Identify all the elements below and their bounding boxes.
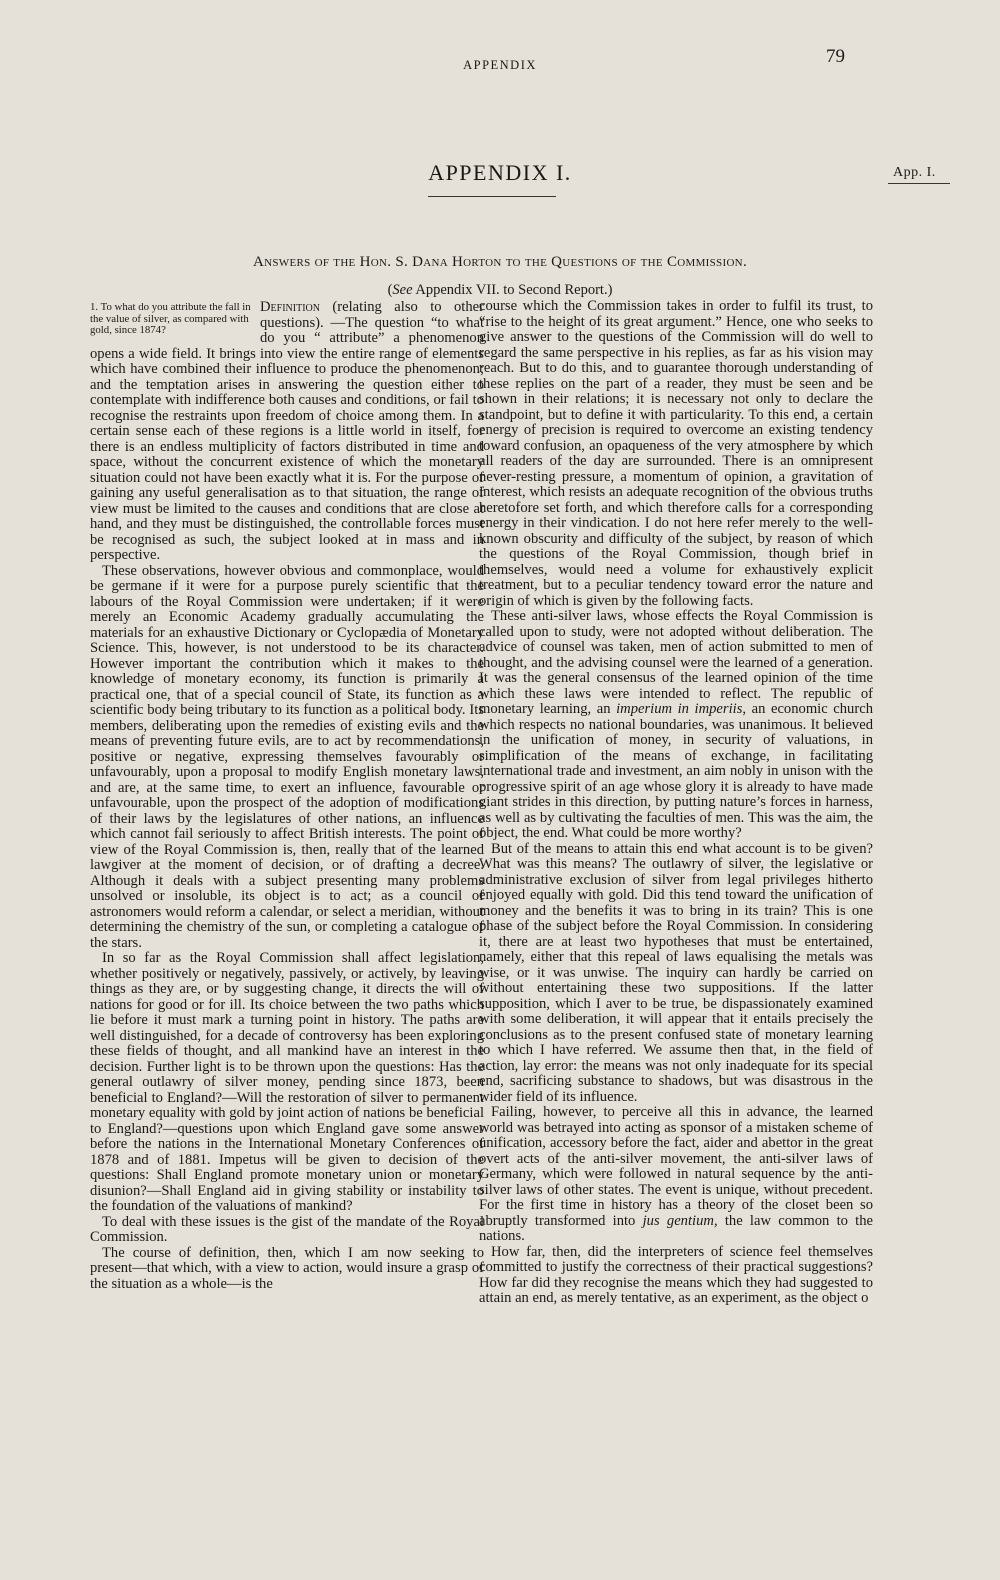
heading-author-name: Dana Horton [412, 254, 502, 270]
appendix-title: APPENDIX I. [428, 160, 572, 185]
paragraph: To deal with these issues is the gist of the mandate of the Royal Commission. [90, 1213, 484, 1245]
paragraph: These observations, however obvious and commonplace, would be germane if it were for a purpose purely scientific that the labours of the Royal Commission were undertaken; if it were merely an Economic Academy gradually accumulating the materials for an exhaustive Dictionary or Cyclopædia of Monetary Science. This, however, is not understood to be its character. However important the contribution which it makes to the knowledge of monetary economy, its function is primarily a practical one, that of a special council of State, its function as a scientific body being tributary to its function as a political body. Its members, deliberating upon the remedies of existing evils and the means of preventing future evils, are to act by recommendations, positive or negative, expressing themselves favourably or unfavourably, upon a proposal to modify English monetary laws, and are, at the same time, to exert an influence, favourable or unfavourable, upon the prospect of the adoption of modifications of their laws by the legislatures of other nations, an influence which cannot fail seriously to affect British interests. The point of view of the Royal Commission is, then, really that of the learned lawgiver at the moment of decision, or of drafting a decree. Although it deals with a subject presenting many problems unsolved or insoluble, its object is to act; as a council of astronomers would reform a calendar, or select a meridian, without determining the chemistry of the sun, or completing a catalogue of the stars. [90, 562, 484, 951]
paragraph: How far, then, did the interpreters of science feel themselves committed to justify the correctness of their practical suggestions? How far did they recognise the means which they had suggested to attain an end, as merely tentative, as an experiment, as the object o [479, 1243, 873, 1306]
right-column [479, 299, 873, 1307]
title-rule [428, 196, 556, 197]
paragraph [479, 1105, 873, 1245]
heading-text: Answers of the Hon. S. [252, 254, 413, 270]
paragraph: In so far as the Royal Commission shall affect legislation, whether positively or negatively, passively, or actively, by leaving things as they are, or by suggesting change, it directs the will of nations for good or for ill. Its choice between the two paths which lie before it must mark a turning point in history. The paths are well distinguished, for a decade of controversy has been exploring these fields of thought, and all mankind have an interest in the decision. Further light is to be thrown upon the questions: Has the general outlawry of silver money, pending since 1873, been beneficial to England?—Will the restoration of silver to permanent monetary equality with gold by joint action of nations be beneficial to England?—questions upon which England gave some answer before the nations in the International Monetary Conferences of 1878 and of 1881. Impetus will be given to decision of the questions: Shall England promote monetary union or monetary disunion?—Shall England aid in giving stability or instability to the foundation of the valuations of mankind? [90, 950, 484, 1214]
heading-text: to the [501, 254, 552, 270]
italic-phrase: imperium in imperiis [616, 701, 743, 717]
side-label-rule [888, 183, 950, 184]
heading-text: Questions [551, 254, 618, 270]
margin-note: 1. To what do you attribute the fall in the value of silver, as compared with gold, since 1874? [90, 301, 251, 336]
left-column [90, 300, 484, 1292]
paragraph-text: , an economic church which respects no national boundaries, was unanimous. It believed in the unification of money, in security of valuations, in simplification of the means of exchange, in facilitating international trade and investment, an aim nobly in unison with the progressive spirit of an age whose glory it is already to have made giant strides in this direction, by putting nature’s forces in harness, as well as by cultivating the faculties of men. This was the aim, the object, the end. What could be more worthy? [479, 701, 873, 841]
subheading-text: See [392, 282, 413, 298]
running-head: APPENDIX [463, 58, 537, 72]
paragraph: The course of definition, then, which I am now seeking to present—that which, with a view to action, would insure a grasp of the situation as a whole—is the [90, 1244, 484, 1292]
paragraph-text: Failing, however, to perceive all this in advance, the learned world was betrayed into acting as sponsor of a mistaken scheme of unification, accessory before the fact, aider and abettor in the great overt acts of the anti-silver movement, the anti-silver laws of Germany, which were followed in natural sequence by the anti-silver laws of other states. The event is unique, without precedent. For the first time in history has a theory of the closet been so abruptly transformed into [479, 1104, 873, 1229]
paragraph-text: (relating also to other questions). —The question “to what do you “ attribute” a phenomenon opens a wide field. It brings into view the entire range of elements which have combined their influence to produce the phenomenon; and the temptation arises in answering the question either to contemplate with indifference both causes and conditions, or fail to recognise the restraints upon freedom of choice among them. In a certain sense each of these regions is a little world in itself, for there is an endless multiplicity of factors distributed in time and space, without the concurrent existence of which the monetary situation could not have been exactly what it is. For the purpose of gaining any useful generalisation as to that situation, the range of view must be limited to the causes and conditions that are close at hand, and they must be distinguished, the controllable forces must be recognised as such, the subject looked at in mass and in perspective. [90, 299, 484, 563]
heading-text: of the [617, 254, 667, 270]
paragraph: But of the means to attain this end what account is to be given? What was this means? The outlawry of silver, the legislative or administrative exclusion of silver from legal privileges hitherto enjoyed equally with gold. Did this tend toward the unification of money and the benefits it was to bring in its train? This is one phase of the subject before the Royal Commission. In considering it, there are at least two hypotheses that must be entertained, namely, either that this repeal of laws equalising the metals was wise, or it was unwise. The inquiry can hardly be carried on without entertaining these two suppositions. If the latter supposition, which I aver to be true, be dispassionately examined with some deliberation, it will appear that it entails precisely the conclusions as to the present confused state of monetary learning to which I have referred. We assume then that, in the field of action, lay error: the means was not only inadequate for its special end, sacrificing substance to shadows, but was disastrous in the wider field of its influence. [479, 840, 873, 1105]
heading-text: . [742, 254, 747, 270]
paragraph [90, 300, 484, 564]
paragraph [479, 609, 873, 842]
subheading-text: Appendix VII. to Second Report.) [412, 282, 613, 298]
paragraph-lead: Definition [260, 299, 320, 315]
document-heading [0, 254, 1000, 271]
paragraph-text: , the law common to the nations. [479, 1212, 874, 1244]
heading-text: Commission [666, 254, 743, 270]
paragraph-text: These anti-silver laws, whose effects the Royal Commission is called upon to study, were not adopted without deliberation. The advice of counsel was taken, men of action submitted to men of thought, and the advising counsel were the learned of a generation. It was the general consensus of the learned opinion of the time which these laws were intended to reflect. The republic of monetary learning, an [479, 608, 873, 717]
subheading-text: ( [387, 282, 393, 298]
page-number: 79 [826, 46, 845, 67]
document-subheading [0, 282, 1000, 299]
appendix-side-label: App. I. [893, 165, 936, 180]
italic-phrase: jus gentium [642, 1212, 714, 1229]
paragraph: course which the Commission takes in order to fulfil its trust, to “rise to the height of its great argument.” Hence, one who seeks to give answer to the questions of the Commission will do well to regard the same perspective in his replies, as far as his vision may reach. But to do this, and to guarantee thorough understanding of these replies on the part of a reader, they must be seen and be shown in their relations; it is necessary not only to declare the standpoint, but to define it with particularity. To this end, a certain energy of precision is required to overcome an existing tendency toward confusion, an opaqueness of the very atmosphere by which all readers of the day are surrounded. There is an omnipresent never-resting pressure, a momentum of opinion, a gravitation of interest, which resists an adequate recognition of the obvious truths heretofore set forth, and which therefore calls for a corresponding energy in their vindication. I do not here refer merely to the well-known obscurity and difficulty of the subject, by reason of which the questions of the Royal Commission, though brief in themselves, would need a volume for exhaustively explicit treatment, but to a peculiar tendency toward error the nature and origin of which is given by the following facts. [479, 298, 873, 609]
